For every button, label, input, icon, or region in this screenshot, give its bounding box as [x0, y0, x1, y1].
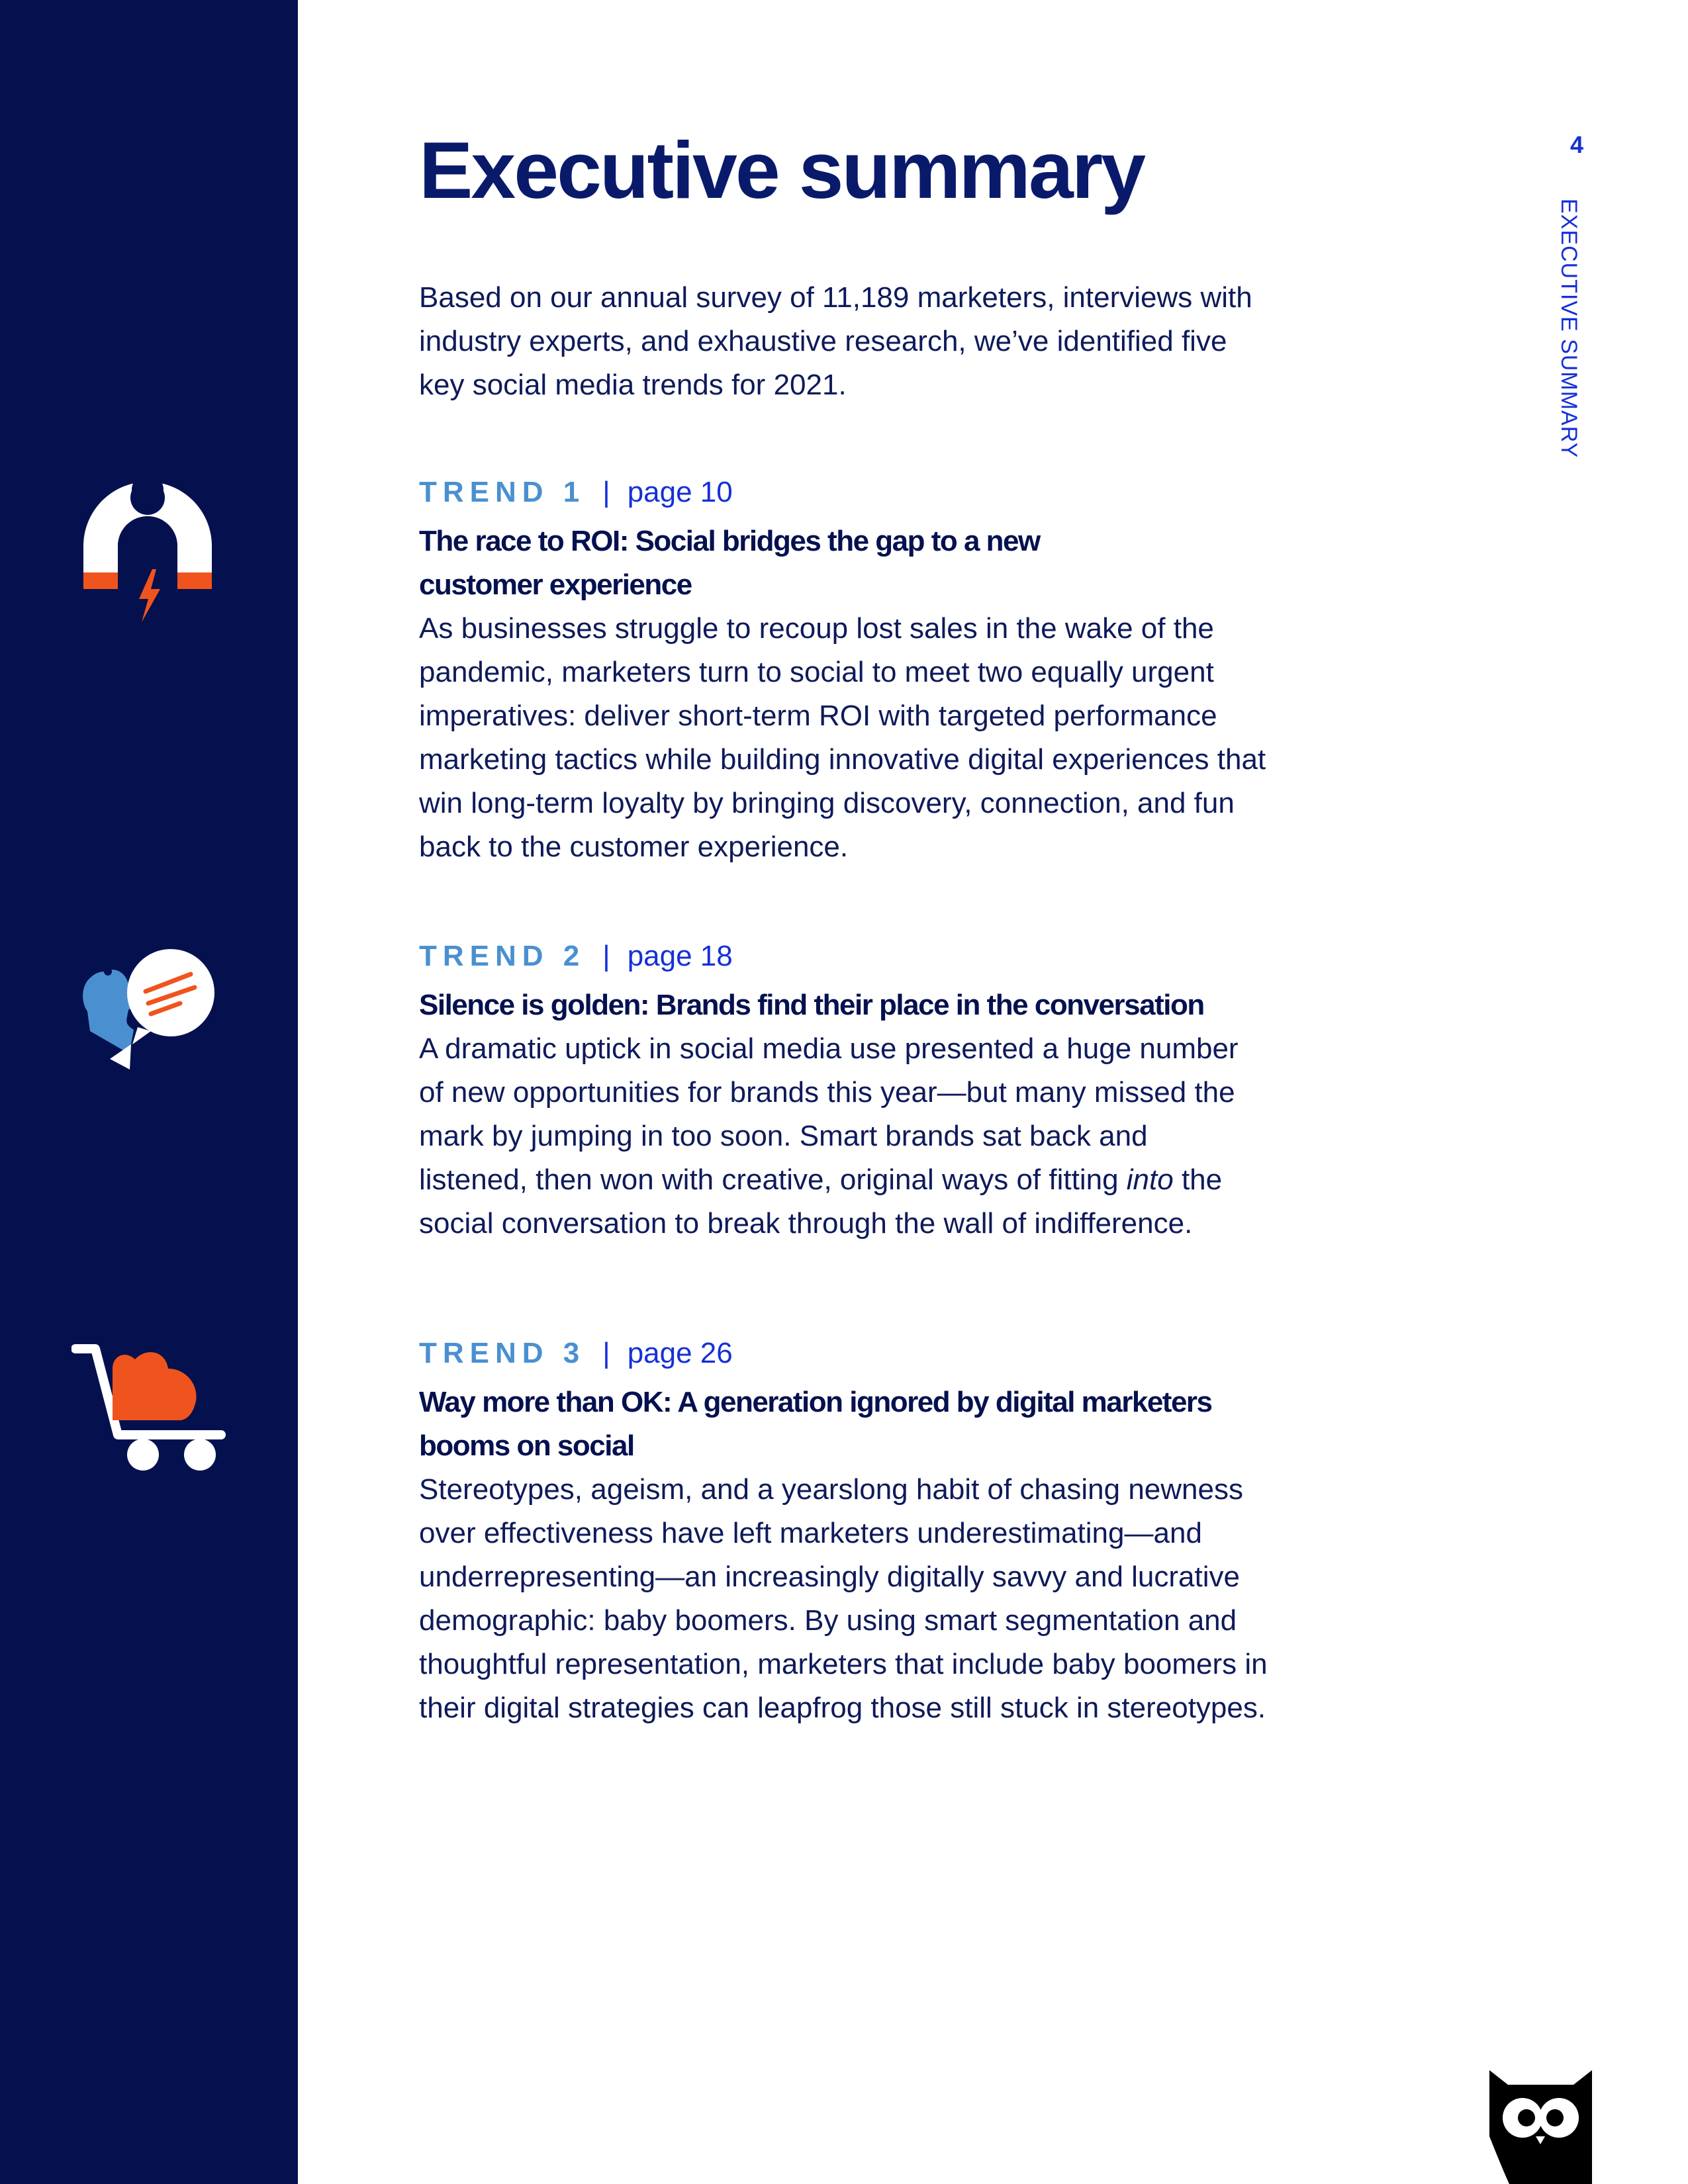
section-label: EXECUTIVE SUMMARY: [1556, 199, 1581, 459]
trend-body-emphasis: into: [1126, 1163, 1174, 1196]
trend-body-text: the social conversation to break through the wall of indifference.: [419, 1163, 1223, 1240]
trend-body: [419, 1027, 1260, 1246]
owl-logo-icon: [1489, 2070, 1592, 2184]
page-title: Executive summary: [419, 125, 1145, 215]
trend-separator: |: [602, 940, 610, 972]
trend-3: [419, 1337, 1280, 1730]
trend-label: TREND 3: [419, 1337, 586, 1369]
trend-header: [419, 1337, 1280, 1381]
trend-1: [419, 476, 1280, 869]
speech-bubble-head-icon: [78, 945, 217, 1071]
trend-separator: |: [602, 1337, 610, 1369]
trend-page-link[interactable]: page 18: [627, 940, 733, 972]
trend-page-link[interactable]: page 10: [627, 476, 733, 508]
intro-paragraph: Based on our annual survey of 11,189 marketers, interviews with industry experts, and exhaustive research, we’ve identified five key social media trends for 2021.: [419, 281, 1252, 401]
trend-title: The race to ROI: Social bridges the gap to a new customer experience: [419, 525, 1040, 601]
trend-label: TREND 1: [419, 476, 586, 508]
trend-header: [419, 476, 1280, 520]
shopping-cart-heart-icon: [71, 1342, 227, 1475]
trend-label: TREND 2: [419, 940, 586, 972]
trend-header: [419, 940, 1280, 983]
trend-body: As businesses struggle to recoup lost sales in the wake of the pandemic, marketers turn to social to meet two equally urgent imperatives: deliver short-term ROI with targeted performance marketing tactics while building innovative digital experiences that win long-term loyalty by bringing discovery, connection, and fun back to the customer experience.: [419, 612, 1266, 863]
page-number: 4: [1570, 131, 1584, 158]
sidebar: [0, 0, 298, 2184]
trend-2: [419, 940, 1280, 1246]
trend-body: Stereotypes, ageism, and a yearslong habit of chasing newness over effectiveness have left marketers underestimating—and underrepresenting—an increasingly digitally savvy and lucrative demographic: baby boomers. By using smart segmentation and thoughtful representation, marketers that include baby boomers in their digital strategies can leapfrog those still stuck in stereotypes.: [419, 1473, 1268, 1724]
trend-page-link[interactable]: page 26: [627, 1337, 733, 1369]
trend-separator: |: [602, 476, 610, 508]
trend-title: Silence is golden: Brands find their place in the conversation: [419, 989, 1204, 1021]
magnet-icon: [78, 477, 217, 629]
trend-title: Way more than OK: A generation ignored by digital marketers booms on social: [419, 1386, 1212, 1462]
trend-body-text: A dramatic uptick in social media use presented a huge number of new opportunities for brands this year—but many missed the mark by jumping in too soon. Smart brands sat back and listened, then won with creative, original ways of fitting: [419, 1032, 1239, 1196]
